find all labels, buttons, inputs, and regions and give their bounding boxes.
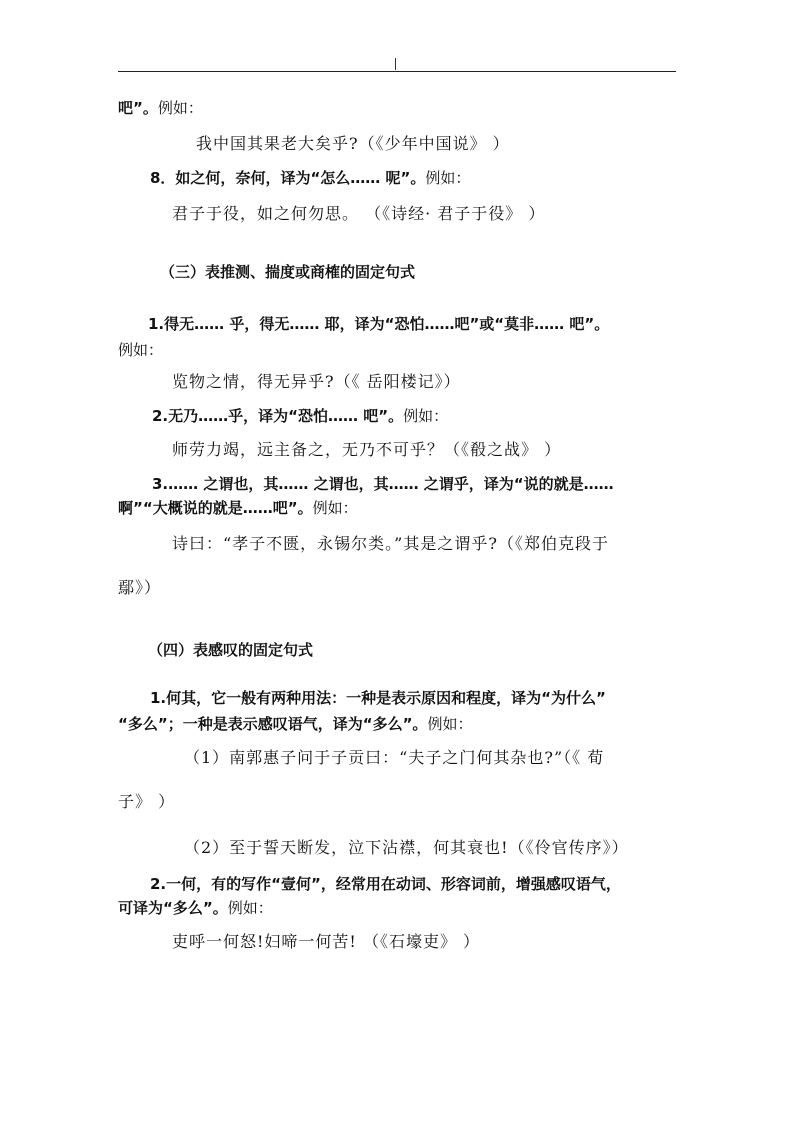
header-rule: [118, 71, 676, 72]
example-line: 子》 ）: [118, 792, 176, 811]
example-line: 鄢》）: [118, 578, 162, 597]
item-heading: 1.何其，它一般有两种用法：一种是表示原因和程度，译为“为什么”: [150, 689, 606, 707]
header-mark: [395, 58, 396, 70]
text-line: “多么”；一种是表示感叹语气，译为“多么”。例如：: [118, 715, 473, 733]
item-heading: 8．如之何，奈何，译为“怎么…… 呢”。例如：: [150, 169, 471, 187]
item-heading: 2.一何，有的写作“壹何”，经常用在动词、形容词前，增强感叹语气，: [150, 875, 621, 893]
text-line: 啊”“大概说的就是……吧”。例如：: [118, 499, 358, 517]
example-line: 我中国其果老大矣乎?（《少年中国说》 ）: [196, 134, 510, 153]
text-line: 可译为“多么”。例如：: [118, 899, 273, 917]
item-heading: 2.无乃……乎，译为“恐怕…… 吧”。例如：: [152, 407, 449, 425]
example-line: 吏呼一何怒!妇啼一何苦! （《石壕吏》 ）: [172, 932, 481, 951]
section-heading: （三）表推测、揣度或商榷的固定句式: [160, 263, 416, 281]
example-line: 诗曰：“孝子不匮，永锡尔类。”其是之谓乎?（《郑伯克段于: [172, 534, 609, 553]
text-line: 吧”。例如：: [118, 99, 203, 117]
text-line: 例如：: [118, 341, 164, 359]
example-line: （1）南郭惠子问于子贡曰：“夫子之门何其杂也?”（《 荀: [184, 748, 605, 767]
example-line: 师劳力竭，远主备之，无乃不可乎？（《殽之战》 ）: [172, 440, 562, 459]
example-line: 君子于役，如之何勿思。 （《诗经· 君子于役》 ）: [172, 204, 546, 223]
example-line: （2）至于誓天断发，泣下沾襟，何其衰也!（《伶官传序》）: [184, 838, 629, 857]
section-heading: （四）表感叹的固定句式: [148, 641, 314, 659]
example-line: 览物之情，得无异乎?（《 岳阳楼记》）: [172, 372, 461, 391]
item-heading: 1.得无…… 乎，得无…… 耶，译为“恐怕……吧”或“莫非…… 吧”。: [148, 315, 610, 333]
item-heading: 3.…… 之谓也，其…… 之谓也，其…… 之谓乎，译为“说的就是……: [152, 475, 614, 493]
